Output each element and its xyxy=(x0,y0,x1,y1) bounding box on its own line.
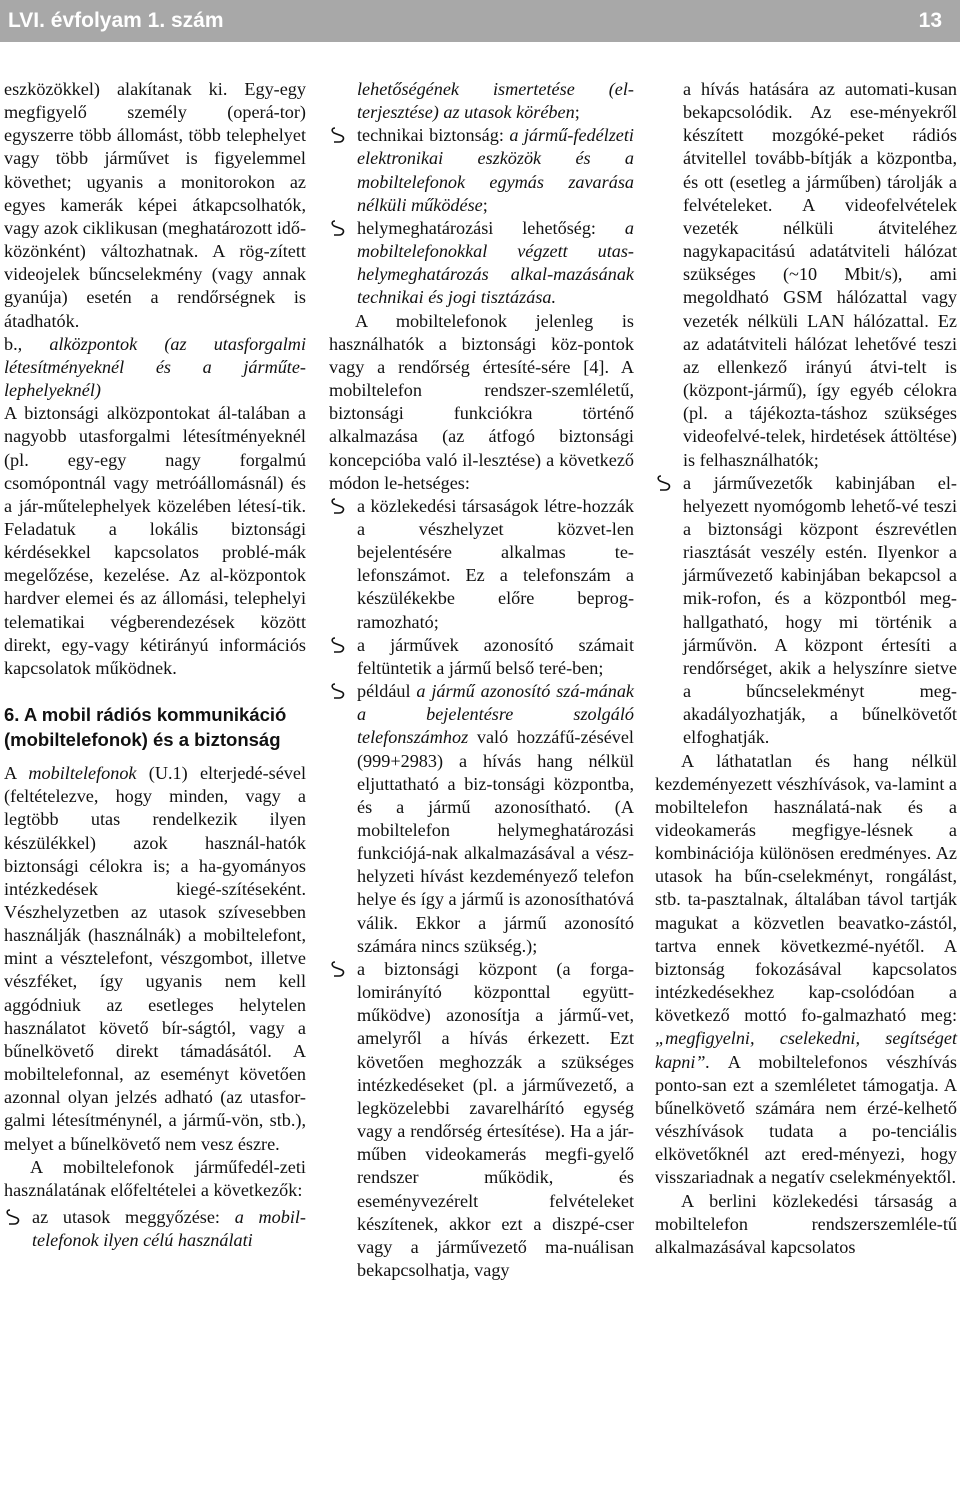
list-item-continuation: lehetőségének ismertetése (el-terjesztése) az utasok körében; xyxy=(357,79,634,123)
subsection-title-text: , alközpontok (az utasforgalmi létesítményeknél és a járműte-lephelyeknél) xyxy=(4,333,306,401)
list-item: a közlekedési társaságok létre-hozzák a vészhelyzet közvet-len bejelentésére alkalmas te-lefonszámot. Ez a telefonszám a készülékekbe előre beprog-ramozható; xyxy=(329,495,634,634)
paragraph: A biztonsági alközpontokat ál-talában a nagyobb utasforgalmi létesítményeknél (pl. egy-egy nagy forgalmú csomópontnál vagy metróállomásnál) és a jár-műtelephelyek közelében létesí-tik. Feladatuk a lokális biztonsági kérdésekkel kapcsolatos problé-mák megelőzése, kezelése. Az al-központok hardver elemei és az állomási, telephelyi telematikai végberendezések között direkt, egy-vagy kétirányú információs kapcsolatok működnek. xyxy=(4,403,306,678)
hook-bullet-icon xyxy=(4,1209,24,1227)
column-1 xyxy=(4,78,306,1252)
paragraph: A mobiltelefonok járműfedél-zeti használatának előfeltételei a következők: xyxy=(4,1156,306,1200)
journal-issue: LVI. évfolyam 1. szám xyxy=(8,9,224,32)
section-heading: 6. A mobil rádiós kommunikáció (mobiltelefonok) és a biztonság xyxy=(4,704,287,751)
list-item: a biztonsági központ (a forga-lomirányító központtal együtt-működve) azonosítja a jármű-vet, amelyről a hívás érkezett. Ezt követően meghozzák a szükséges intézkedéseket (pl. a járművezető, a legközelebbi zavarelhárító egység vagy a rendőrség értesítése). Ha a jár-műben videokamerás megfi-gyelő rendszer működik, és eseményvezérelt felvételeket készítenek, akkor ezt a diszpé-cser vagy a járművezető ma-nuálisan bekapcsolhatja, vagy xyxy=(329,958,634,1282)
list-item: például a jármű azonosító szá-mának a bejelentésre szolgáló telefonszámhoz való hozzáfű-zésével (999+2983) a hívás hang nélkül eljuttatható a biz-tonsági központba, és a jármű azonosítható. (A mobiltelefon helymeghatározási funkciójá-nak alkalmazásával a vész-helyzeti hívást kezdeményező telefon helye és így a jármű is azonosíthatóvá válik. Ekkor a jármű azonosító számára nincs szükség.); xyxy=(329,680,634,958)
subsection-label: b. xyxy=(4,333,18,354)
hook-bullet-icon xyxy=(329,498,349,516)
list-item: helymeghatározási lehetőség: a mobiltelefonokkal végzett utas-helymeghatározás alkal-mazásának technikai és jogi tisztázása. xyxy=(329,217,634,310)
page-header xyxy=(0,0,960,42)
paragraph: A mobiltelefonok (U.1) elterjedé-sével (feltételezve, hogy minden, vagy a legtöbb utas rendelkezik ilyen készülékkel) azok használ-hatók biztonsági célokra is; a ha-gyományos intézkedések kiegé-szítéseként. Vészhelyzetben az utasok szívesebben használják (használnák) a mobiltelefont, mint a vésztelefont, vészgombot, illetve vészféket, így ugyanis nem kell aggódniuk az esetleges helytelen használatot követő bír-ságtól, vagy a bűnelkövető direkt támadásától. A mobiltelefonnal, az eseményt követően azonnal olyan jelzés adható (az utasfor-galmi létesítménynél, a jármű-vön, stb.), melyet a bűnelkövető nem vesz észre. xyxy=(4,763,306,1154)
hook-bullet-icon xyxy=(329,220,349,238)
list-item: a járművezetők kabinjában el-helyezett nyomógomb lehető-vé teszi a biztonsági központ észrevétlen riasztását veszély estén. Ilyenkor a járművezető kabinjában bekapcsol a mik-rofon, és a központból meg-hallgatható, hogy mi történik a járművön. A központ értesíti a rendőrséget, akik a helyszínre sietve a bűncselekményt meg-akadályozhatják, a bűnelkövetőt elfoghatják. xyxy=(655,472,957,750)
hook-bullet-icon xyxy=(329,637,349,655)
hook-bullet-icon xyxy=(329,127,349,145)
column-2 xyxy=(329,78,634,1282)
paragraph: A mobiltelefonok jelenleg is használhatók a biztonsági köz-pontok vagy a rendőrség értesíté-sére [4]. A mobiltelefon rendszer-szemléletű, biztonsági funkciókra történő alkalmazása (az átfogó biztonsági koncepcióba való il-lesztése) a következő módon le-hetséges: xyxy=(329,310,634,493)
list-item: technikai biztonság: a jármű-fedélzeti elektronikai eszközök és a mobiltelefonok egymás zavarása nélküli működése; xyxy=(329,124,634,217)
paragraph: A láthatatlan és hang nélkül kezdeményezett vészhívások, va-lamint a mobiltelefon használatá-nak és a videokamerás megfigye-lésnek a kombinációja különösen eredményes. Az utasok ha bűn-cselekményt, rongálást, stb. ta-pasztalnak, általában távol tartják magukat a közvetlen beavatko-zástól, tartva ennek következmé-nyétől. A biztonság fokozásával kapcsolatos intézkedésekhez kap-csolódóan a következő mottó fo-galmazható meg: „megfigyelni, cselekedni, segítséget kapni”. A mobiltelefonos vészhívás ponto-san ezt a szemléletet támogatja. A bűnelkövető számára nem érzé-kelhető vészhívások tudata a po-tenciális elkövetőknél azt ered-ményezi, hogy visszariadnak a negatív cselekményektől. xyxy=(655,750,957,1188)
list-item: a járművek azonosító számait feltüntetik a jármű belső teré-ben; xyxy=(329,634,634,680)
hook-bullet-icon xyxy=(329,683,349,701)
paragraph: eszközökkel) alakítanak ki. Egy-egy megfigyelő személy (operá-tor) egyszerre több állomást, több telephelyet vagy több járművet is figyelemmel követhet; ugyanis a monitorokon az egyes kamerák képei átkapcsolhatók, vagy azok ciklikusan (meghatározott idő-közönként) változhatnak. A rög-zített videojelek bűncselekmény (vagy annak gyanúja) esetén a rendőrségnek is átadhatók. xyxy=(4,79,307,331)
subsection-b-title xyxy=(4,333,306,402)
paragraph: A berlini közlekedési társaság a mobiltelefon rendszerszemléle-tű alkalmazásával kapcsolatos xyxy=(655,1190,957,1257)
page-number: 13 xyxy=(918,9,942,32)
hook-bullet-icon xyxy=(329,961,349,979)
hook-bullet-icon xyxy=(655,475,675,493)
column-3 xyxy=(655,78,957,1259)
list-item-continuation: a hívás hatására az automati-kusan bekapcsolódik. Az ese-ményekről készített mozgóké-peket rádiós átvitellel tovább-bítják a központba, és ott (esetleg a járműben) tárolják a felvételeket. A videofelvételek vezeték nélküli átviteléhez nagykapacitású adatátviteli hálózat szükséges (~10 Mbit/s), ami megoldható GSM hálózattal vagy vezeték nélküli LAN hálózattal. Ez az adatátviteli hálózat lehetővé teszi az ellenkező irányú átvi-telt is (központ-jármű), így egyéb célokra (pl. a tájékozta-táshoz szükséges videofelvé-telek, hirdetések áttöltése) is felhasználhatók; xyxy=(683,79,957,470)
list-item: az utasok meggyőzése: a mobil-telefonok ilyen célú használati xyxy=(4,1206,306,1252)
